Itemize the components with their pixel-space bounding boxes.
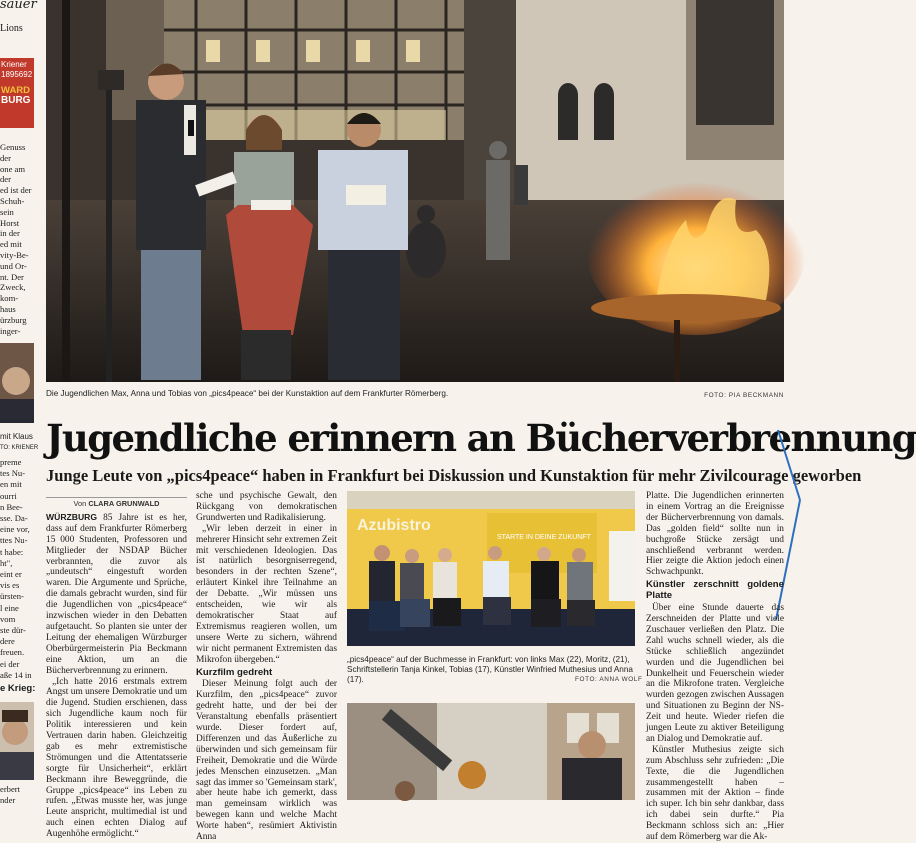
strip-fragment: sauer xyxy=(0,0,37,12)
ad-line: 1895692 xyxy=(1,70,33,79)
paragraph: „Ich hatte 2016 erstmals extrem Angst um unsere Demokratie und um die Jugend. Studien erschienen, dass sich Jugendliche kaum noch für Politik interessieren und kein Vertrauen darin haben. Gleichzeitig gab es mehr extremistische Strömungen und die Attentatsserie sorgte für Unsicherheit“, erklärt Beckmann ihre Beweggründe, die Gruppe „pics4peace“ ins Leben zu rufen. „Etwas musste her, was junge Leute anspricht, multimedial ist und auch einen echten Dialog auf Augenhöhe ermöglicht.“ xyxy=(46,676,187,840)
strip-fragment: t habe: xyxy=(0,546,24,557)
cutting-photo xyxy=(347,703,635,800)
strip-fragment: ei der xyxy=(0,658,20,669)
ad-line: BURG xyxy=(1,95,31,106)
ad-line: WARD xyxy=(1,85,31,96)
bookfair-credit: FOTO: ANNA WOLF xyxy=(575,676,643,683)
paragraph: Künstler Muthesius zeigte sich zum Abschluss sehr zufrieden: „Die Texte, die die Jugendlichen zusammengestellt haben – zusammen mit der Aktion – finde ich super. Ich bin sehr dankbar, dass ich dabei sein durfte.“ Pia Beckmann schloss sich an: „Hier auf dem Römerberg war die Ak- xyxy=(646,744,784,843)
panel-discussion-scene xyxy=(347,491,635,646)
photo-caption: Die Jugendlichen Max, Anna und Tobias von „pics4peace“ bei der Kunstaktion auf dem Frankfurter Römerberg. xyxy=(46,389,449,398)
strip-fragment: tes Nu- xyxy=(0,468,26,479)
paragraph: Dieser Meinung folgt auch der Kurzfilm, den „pics4peace“ zuvor gedreht hatte, und der bei der Veranstaltung ebenfalls präsentiert wurde. Dieser fordert auf, Differenzen und das Äußerliche zu überwinden und sich gemeinsam für Freiheit, Demokratie und die Würde jedes Menschen einzusetzen. „Man sagt das immer so 'Gemeinsam stark', aber heute habe ich gemerkt, dass man gemeinsam wirklich was bewegen kann und welche Macht Worte haben“, resümiert Aktivistin Anna xyxy=(196,679,337,843)
strip-fragment: kom- xyxy=(0,293,19,304)
cutting-scene xyxy=(347,703,635,800)
strip-fragment: Genuss xyxy=(0,142,26,152)
strip-fragment: in der xyxy=(0,228,20,239)
strip-fragment: vom xyxy=(0,613,16,624)
portrait-thumbnail xyxy=(0,343,34,423)
strip-fragment: n Bee- xyxy=(0,501,23,512)
strip-fragment: eine vor, xyxy=(0,524,30,535)
paragraph: sche und psychische Gewalt, den Rückgang von demokratischen Grundwerten und Radikalisierung. xyxy=(196,491,337,523)
bookfair-photo xyxy=(347,491,635,646)
article-column-2 xyxy=(196,491,337,843)
strip-fragment: inger- xyxy=(0,325,21,336)
portrait-image xyxy=(0,343,34,423)
paragraph: Über eine Stunde dauerte das Zerschneiden der Platte und viele Zuschauer verließen den Platz. Die Zahl wuchs schnell wieder, als die Stücke schließlich angezündet wurden und die Jugendlichen bei Dunkelheit und Feuerschein wieder an die Mikrofone traten. Vergleiche wurden gezogen zwischen Aussagen und Situationen zu Beginn der NS-Zeit und heute. Wieder riefen die jungen Leute zu aktiver Beteiligung an Dialog und Demokratie auf. xyxy=(646,603,784,744)
person-max xyxy=(136,63,206,380)
strip-fragment: sse. Da- xyxy=(0,513,28,523)
dateline: WÜRZBURG xyxy=(46,511,98,522)
strip-fragment: ste dür- xyxy=(0,625,26,635)
bookfair-caption: „pics4peace“ auf der Buchmesse in Frankfurt: von links Max (22), Moritz, (21), Schriftstellerin Tanja Kinkel, Tobias (17), Künstler Winfried Muthesius und Anna (17). xyxy=(347,655,633,684)
strip-fragment: ed ist der xyxy=(0,185,32,196)
strip-fragment: eint er xyxy=(0,569,22,579)
strip-fragment: nt. Der xyxy=(0,271,24,282)
strip-fragment: und Or- xyxy=(0,260,27,271)
main-photo xyxy=(46,0,784,382)
strip-fragment: der xyxy=(0,174,11,185)
strip-fragment: ürsten- xyxy=(0,591,24,602)
headline: Jugendliche erinnern an Bücherverbrennung xyxy=(46,416,916,460)
strip-fragment: Lions xyxy=(0,23,23,34)
strip-heading: e Krieg: xyxy=(0,683,36,694)
strip-caption: mit Klaus xyxy=(0,432,33,441)
strip-fragment: ed mit xyxy=(0,239,22,250)
strip-fragment: vity-Be- xyxy=(0,250,29,260)
strip-fragment: ourri xyxy=(0,490,17,501)
portrait-image xyxy=(0,702,34,780)
paragraph: Platte. Die Jugendlichen erinnerten in einem Vortrag an die Ereignisse der Bücherverbrennung von damals. Das „golden field“ sollte nun in buchgroße Stücke zersägt und anschließend verbrannt werden. Hier zeigte die Aktion jedoch einen Schwachpunkt. xyxy=(646,491,784,578)
night-square-scene xyxy=(46,0,784,382)
banner-text: Azubistro xyxy=(357,517,431,534)
strip-fragment: sein xyxy=(0,206,14,217)
photo-credit: FOTO: PIA BECKMANN xyxy=(704,392,784,399)
strip-credit: TO: KRIENER xyxy=(0,445,39,451)
paragraph: „Wir leben derzeit in einer in mehrerer Hinsicht sehr extremen Zeit mit verschiedenen Ideologien. Das ist natürlich besorgniserregend, besonders in der rechten Szene“, erläutert Kinkel ihre Teilnahme an der Debatte. „Wir müssen uns entscheiden, wie wir als demokratischer Staat auf Extremismus reagieren wollen, um unsere Werte zu sichern, während wir nicht permanent Extremisten das Mikrofon übergeben.“ xyxy=(196,523,337,665)
byline xyxy=(46,497,187,510)
strip-fragment: dere xyxy=(0,636,15,647)
strip-fragment: en mit xyxy=(0,479,22,490)
paragraph: 85 Jahre ist es her, dass auf dem Frankfurter Römerberg 15 000 Studenten, Professoren und Mitglieder der NSDAP Bücher verbrannten, die zuvor als „undeutsch“ eingestuft worden waren. Die Argumente und Sprüche, die damals gebracht wurden, sind für die Jugendlichen von „pics4peace“ inzwischen wieder in den Debatten aufgetaucht. So planten sie unter der Leitung der ehemaligen Würzburger Oberbürgermeisterin Pia Beckmann eine Aktion, um an die Bücherverbrennung zu erinnern. xyxy=(46,512,187,676)
ad-line: Kriener xyxy=(1,60,27,69)
adjacent-article-strip xyxy=(0,0,39,805)
strip-fragment: haus xyxy=(0,304,16,314)
strip-fragment: Schuh- xyxy=(0,196,25,206)
strip-fragment: l eine xyxy=(0,602,19,613)
ad-box xyxy=(0,58,34,128)
person-tobias xyxy=(318,113,408,380)
strip-fragment: ttes Nu- xyxy=(0,535,28,546)
banner-small-text: STARTE IN DEINE ZUKUNFT xyxy=(497,534,591,541)
subheadline: Junge Leute von „pics4peace“ haben in Frankfurt bei Diskussion und Kunstaktion für mehr Zivilcourage geworben xyxy=(46,466,862,485)
strip-fragment: freuen. xyxy=(0,647,25,658)
fire-bowl xyxy=(591,294,781,322)
strip-fragment: ürzburg xyxy=(0,314,27,325)
portrait-thumbnail-2 xyxy=(0,702,34,780)
byline-author: CLARA GRUNWALD xyxy=(88,499,160,508)
strip-fragment: aße 14 in xyxy=(0,669,32,680)
article-column-1 xyxy=(46,497,187,840)
strip-fragment: ht", xyxy=(0,557,13,568)
strip-fragment: preme xyxy=(0,457,22,467)
article-column-4 xyxy=(646,491,784,843)
strip-fragment: Horst xyxy=(0,217,20,228)
section-heading: Künstler zerschnitt goldene Platte xyxy=(646,579,784,602)
strip-fragment: one am xyxy=(0,163,26,174)
strip-fragment: erbert xyxy=(0,784,21,794)
strip-fragment: Zweck, xyxy=(0,282,26,293)
strip-fragment: vis es xyxy=(0,580,20,591)
byline-prefix: Von xyxy=(73,499,87,508)
strip-fragment: der xyxy=(0,152,11,163)
section-heading: Kurzfilm gedreht xyxy=(196,666,273,678)
strip-fragment: nder xyxy=(0,795,16,805)
